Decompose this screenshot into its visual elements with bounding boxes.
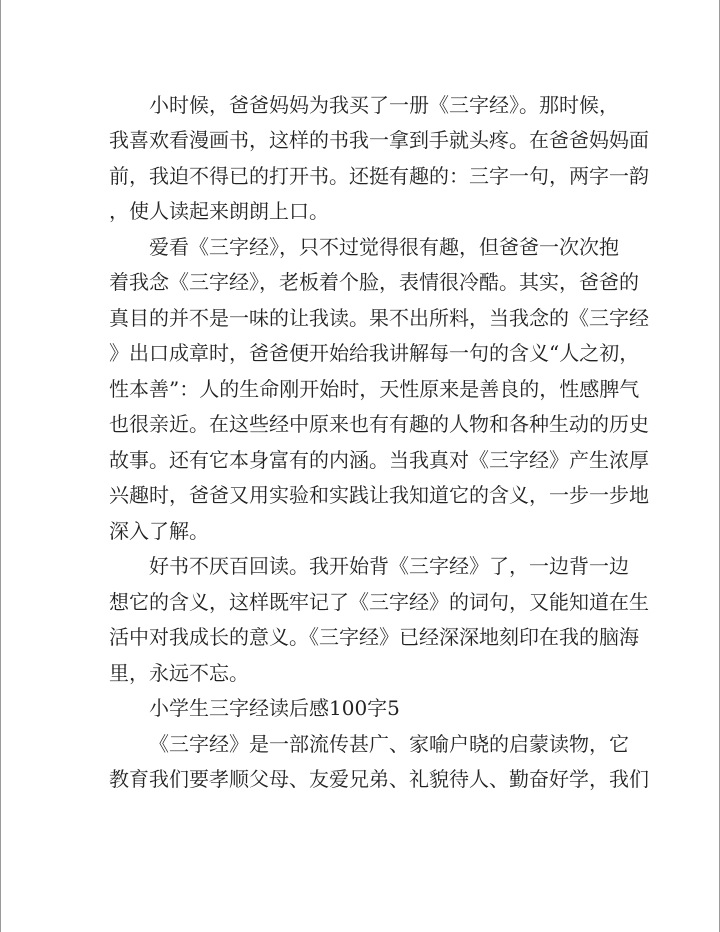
text-line: 故事。还有它本身富有的内涵。当我真对《三字经》产生浓厚 [109, 448, 649, 472]
text-line: 好书不厌百回读。我开始背《三字经》了，一边背一边 [149, 554, 629, 578]
text-line: 深入了解。 [109, 519, 209, 543]
text-line: 想它的含义，这样既牢记了《三字经》的词句，又能知道在生 [109, 590, 649, 614]
text-line: 《三字经》是一部流传甚广、家喻户晓的启蒙读物，它 [149, 732, 629, 756]
text-line: 爱看《三字经》，只不过觉得很有趣，但爸爸一次次抱 [149, 235, 619, 259]
text-line: 也很亲近。在这些经中原来也有有趣的人物和各种生动的历史 [109, 412, 649, 436]
text-line: 教育我们要孝顺父母、友爱兄弟、礼貌待人、勤奋好学，我们 [109, 767, 649, 791]
text-line: 里，永远不忘。 [109, 661, 249, 685]
text-line: 真目的并不是一味的让我读。果不出所料，当我念的《三字经 [109, 306, 649, 330]
text-line: 着我念《三字经》，老板着个脸，表情很冷酷。其实，爸爸的 [109, 270, 639, 294]
text-line: 小时候，爸爸妈妈为我买了一册《三字经》。那时候， [149, 93, 619, 117]
text-line: 兴趣时，爸爸又用实验和实践让我知道它的含义，一步一步地 [109, 483, 649, 507]
section-heading: 小学生三字经读后感100字5 [149, 696, 400, 720]
text-line: 活中对我成长的意义。《三字经》已经深深地刻印在我的脑海 [109, 625, 639, 649]
text-line: 我喜欢看漫画书，这样的书我一拿到手就头疼。在爸爸妈妈面 [109, 128, 649, 152]
text-line: 性本善”：人的生命刚开始时，天性原来是善良的，性感脾气 [109, 377, 640, 401]
text-line: 前，我迫不得已的打开书。还挺有趣的：三字一句，两字一韵 [109, 164, 649, 188]
text-line: 》出口成章时，爸爸便开始给我讲解每一句的含义“人之初， [109, 341, 640, 365]
text-line: ，使人读起来朗朗上口。 [109, 199, 329, 223]
